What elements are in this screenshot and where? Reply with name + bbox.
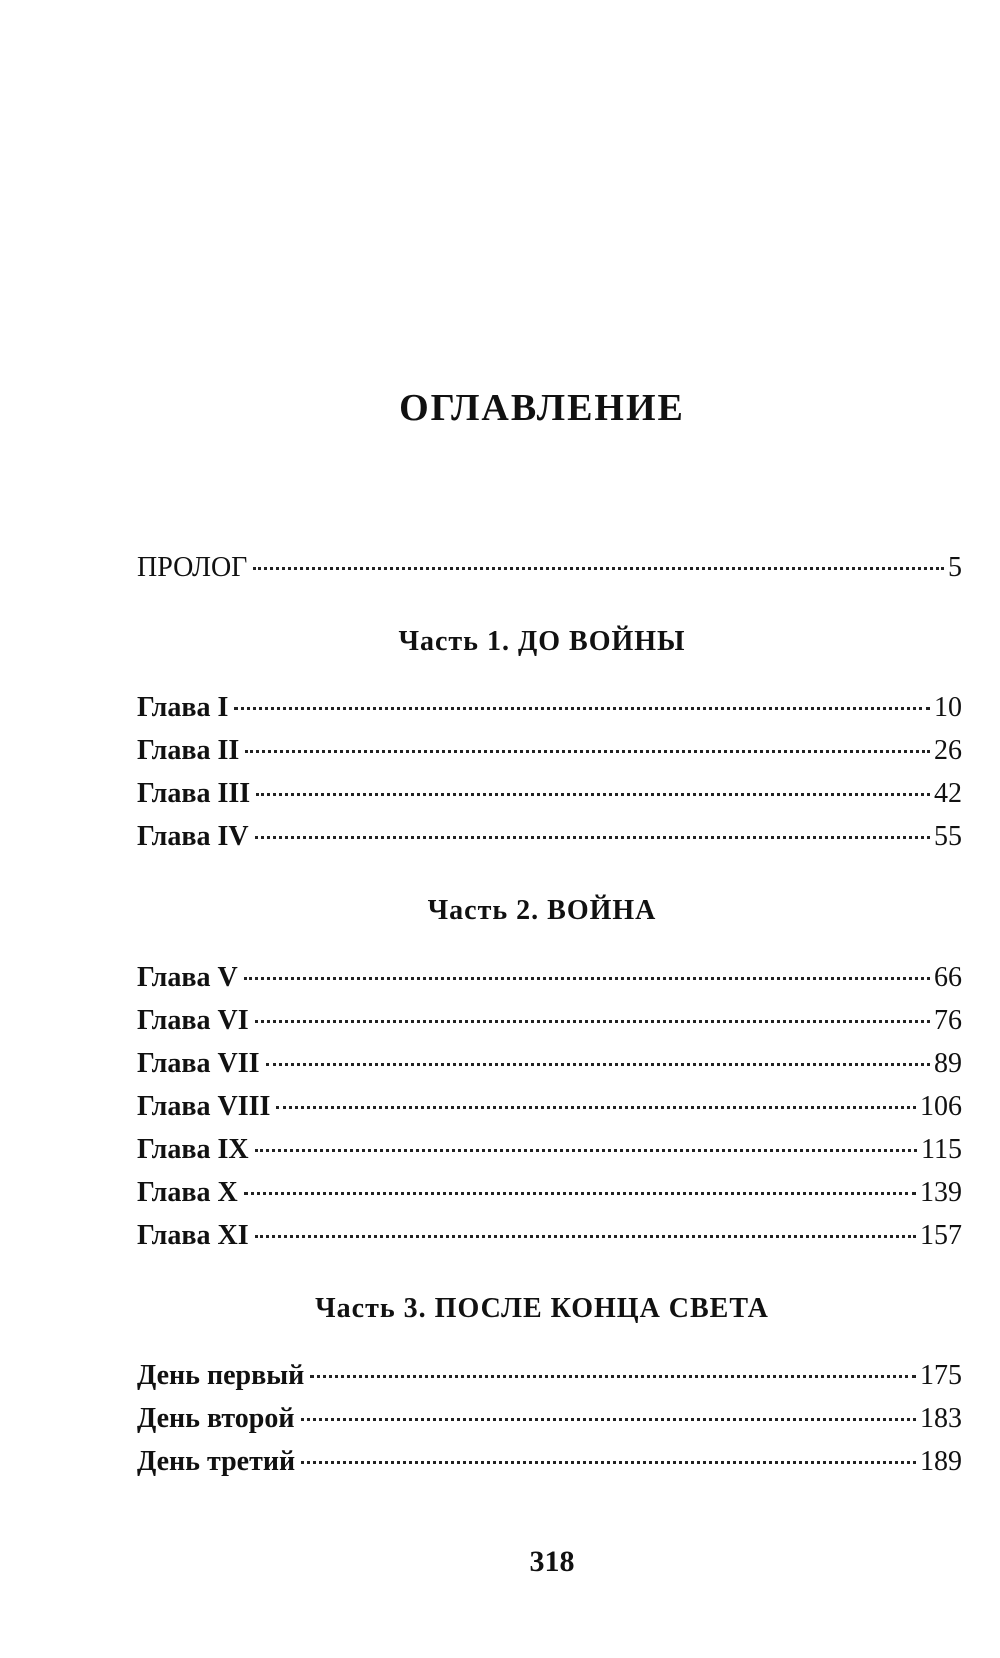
toc-entry-label: Глава VII: [137, 1048, 260, 1079]
toc-entry[interactable]: [137, 1044, 962, 1084]
dot-leader: [255, 1235, 916, 1238]
toc-entry[interactable]: [137, 1130, 962, 1170]
toc-entry-label: Глава IX: [137, 1134, 249, 1165]
part-heading-2: Часть 2. ВОЙНА: [427, 895, 657, 926]
toc-entry-label: Глава III: [137, 778, 251, 809]
toc-entry-label: Глава XI: [137, 1220, 249, 1251]
toc-entry-label: Глава IV: [137, 821, 249, 852]
toc-entry-page: 26: [934, 735, 962, 766]
toc-entry-page: 76: [934, 1005, 962, 1036]
dot-leader: [301, 1461, 916, 1464]
dot-leader: [253, 567, 944, 570]
dot-leader: [255, 1149, 917, 1152]
toc-entry[interactable]: [137, 688, 962, 728]
toc-entry-label: Глава X: [137, 1177, 238, 1208]
toc-title: ОГЛАВЛЕНИЕ: [399, 387, 685, 429]
toc-entry-page: 89: [934, 1048, 962, 1079]
toc-entry[interactable]: [137, 731, 962, 771]
toc-entry[interactable]: [137, 958, 962, 998]
dot-leader: [244, 1192, 916, 1195]
dot-leader: [276, 1106, 916, 1109]
dot-leader: [244, 977, 930, 980]
toc-entry[interactable]: [137, 1173, 962, 1213]
toc-entry[interactable]: [137, 1442, 962, 1482]
toc-entry-page: 157: [920, 1220, 962, 1251]
dot-leader: [245, 750, 930, 753]
toc-entry[interactable]: [137, 1087, 962, 1127]
part-heading-1: Часть 1. ДО ВОЙНЫ: [398, 626, 686, 657]
toc-entry-page: 139: [920, 1177, 962, 1208]
dot-leader: [234, 707, 930, 710]
dot-leader: [266, 1063, 931, 1066]
toc-entry-label: ПРОЛОГ: [137, 552, 248, 583]
toc-entry-label: Глава II: [137, 735, 240, 766]
dot-leader: [310, 1375, 916, 1378]
toc-entry-label: День третий: [137, 1446, 296, 1477]
toc-entry-page: 106: [920, 1091, 962, 1122]
toc-entry-label: Глава I: [137, 692, 229, 723]
toc-entry-page: 42: [934, 778, 962, 809]
dot-leader: [255, 1020, 930, 1023]
toc-entry-label: Глава VIII: [137, 1091, 271, 1122]
part-heading-3: Часть 3. ПОСЛЕ КОНЦА СВЕТА: [315, 1293, 769, 1324]
toc-entry-label: Глава V: [137, 962, 238, 993]
toc-entry[interactable]: [137, 1399, 962, 1439]
toc-entry-page: 55: [934, 821, 962, 852]
dot-leader: [255, 836, 930, 839]
dot-leader: [301, 1418, 917, 1421]
page-number: 318: [529, 1545, 575, 1578]
toc-entry-page: 10: [934, 692, 962, 723]
toc-entry-prologue[interactable]: [137, 548, 962, 588]
toc-entry-page: 115: [921, 1134, 962, 1165]
toc-entry[interactable]: [137, 774, 962, 814]
toc-entry[interactable]: [137, 1216, 962, 1256]
toc-entry[interactable]: [137, 1356, 962, 1396]
toc-entry-label: День первый: [137, 1360, 305, 1391]
toc-entry-page: 189: [920, 1446, 962, 1477]
toc-entry-page: 66: [934, 962, 962, 993]
toc-entry-page: 5: [948, 552, 962, 583]
dot-leader: [256, 793, 930, 796]
toc-entry-page: 175: [920, 1360, 962, 1391]
toc-entry[interactable]: [137, 817, 962, 857]
toc-entry-label: Глава VI: [137, 1005, 249, 1036]
toc-entry[interactable]: [137, 1001, 962, 1041]
toc-entry-page: 183: [920, 1403, 962, 1434]
toc-entry-label: День второй: [137, 1403, 295, 1434]
